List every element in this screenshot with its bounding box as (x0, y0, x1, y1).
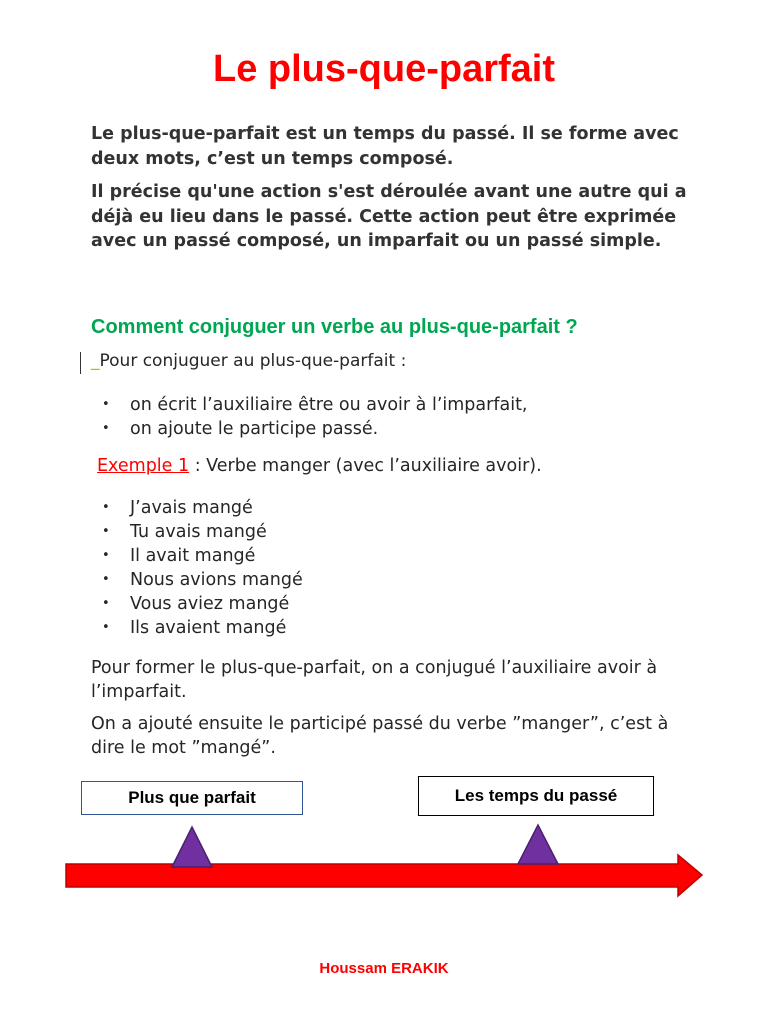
list-item: • on écrit l’auxiliaire être ou avoir à l’imparfait, (100, 393, 528, 417)
lead-sentence (91, 351, 406, 371)
conjugation-list (100, 496, 303, 640)
author-name: Houssam ERAKIK (319, 960, 449, 977)
list-item: • J’avais mangé (100, 496, 303, 520)
timeline-marker-left (172, 827, 212, 867)
section-heading: Comment conjuguer un verbe au plus-que-parfait ? (91, 316, 578, 338)
temps-du-passe-box: Les temps du passé (418, 776, 654, 816)
list-item: • on ajoute le participe passé. (100, 417, 528, 441)
rules-list (100, 393, 528, 441)
page-title: Le plus-que-parfait (212, 48, 556, 90)
plus-que-parfait-box: Plus que parfait (81, 781, 303, 815)
example-label: Exemple 1 (97, 456, 190, 476)
list-item: • Il avait mangé (100, 544, 303, 568)
timeline-arrow (66, 855, 702, 896)
list-item: • Vous aviez mangé (100, 592, 303, 616)
explanation-paragraph-2: On a ajouté ensuite le participé passé du verbe ”manger”, c’est à dire le mot ”mangé”. (91, 714, 669, 758)
lead-underscore: _ (91, 351, 100, 371)
timeline-diagram (0, 815, 768, 905)
example-text: : Verbe manger (avec l’auxiliaire avoir). (189, 456, 542, 476)
timeline-marker-right (518, 825, 558, 864)
example-line (97, 456, 542, 476)
list-item: • Ils avaient mangé (100, 616, 303, 640)
list-item: • Nous avions mangé (100, 568, 303, 592)
intro-paragraph-1: Le plus-que-parfait est un temps du passé. Il se forme avec deux mots, c’est un temps composé. (91, 124, 679, 169)
lead-text: Pour conjuguer au plus-que-parfait : (99, 351, 407, 371)
intro-paragraph-2: Il précise qu'une action s'est déroulée avant une autre qui a déjà eu lieu dans le passé. Cette action peut être exprimée avec un passé composé, un imparfait ou un passé simple. (91, 182, 687, 251)
list-item: • Tu avais mangé (100, 520, 303, 544)
text-cursor (80, 352, 81, 374)
explanation-paragraph-1: Pour former le plus-que-parfait, on a conjugué l’auxiliaire avoir à l’imparfait. (91, 658, 658, 702)
